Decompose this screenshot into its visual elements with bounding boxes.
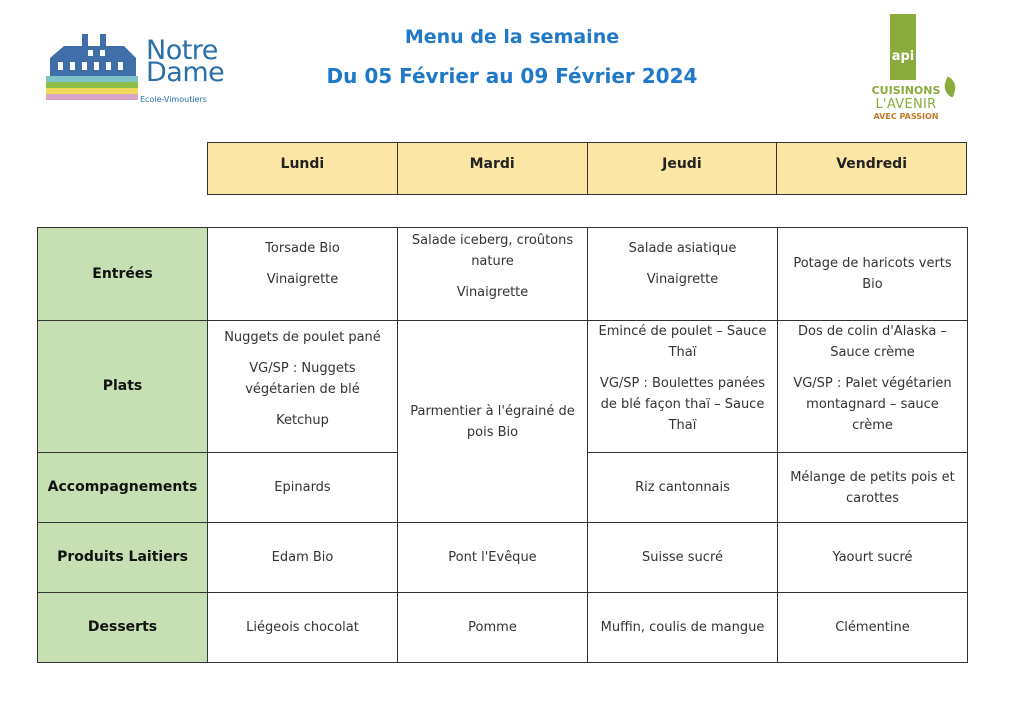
api-line3: AVEC PASSION xyxy=(873,112,939,121)
day-lundi: Lundi xyxy=(208,143,398,195)
row-produits-laitiers xyxy=(38,523,968,593)
page-subtitle: Du 05 Février au 09 Février 2024 xyxy=(326,64,698,88)
item: Ketchup xyxy=(276,413,329,428)
item: Emincé de poulet – Sauce Thaï xyxy=(598,324,767,360)
day-vendredi: Vendredi xyxy=(777,143,967,195)
item: Vinaigrette xyxy=(646,272,719,287)
day-jeudi: Jeudi xyxy=(587,143,777,195)
cell-accompagnements-vendredi: Mélange de petits pois et carottes xyxy=(778,453,968,523)
cell-desserts-vendredi: Clémentine xyxy=(778,593,968,663)
item: VG/SP : Boulettes panées de blé façon thaï – Sauce Thaï xyxy=(599,376,766,433)
category-plats: Plats xyxy=(38,321,208,453)
page-title: Menu de la semaine xyxy=(404,26,620,48)
api-line1: CUISINONS xyxy=(871,84,941,97)
item: Parmentier à l'égrainé de pois Bio xyxy=(410,403,575,440)
item: Salade asiatique xyxy=(628,241,737,256)
day-mardi: Mardi xyxy=(397,143,587,195)
school-name xyxy=(146,35,225,88)
api-line2: L'AVENIR xyxy=(875,97,937,112)
item: Dos de colin d'Alaska – Sauce crème xyxy=(798,324,947,360)
cell-plats-mardi xyxy=(398,321,588,523)
item: Torsade Bio xyxy=(265,241,340,256)
cell-laitiers-vendredi: Yaourt sucré xyxy=(778,523,968,593)
cell-desserts-mardi: Pomme xyxy=(398,593,588,663)
school-building-icon xyxy=(44,22,144,112)
cell-laitiers-lundi: Edam Bio xyxy=(208,523,398,593)
item: Vinaigrette xyxy=(456,285,529,300)
cell-entrees-lundi xyxy=(208,228,398,321)
cell-entrees-mardi xyxy=(398,228,588,321)
row-desserts xyxy=(38,593,968,663)
school-name-line1: Notre xyxy=(146,35,218,66)
cell-desserts-jeudi: Muffin, coulis de mangue xyxy=(588,593,778,663)
cell-laitiers-mardi: Pont l'Evêque xyxy=(398,523,588,593)
item: VG/SP : Nuggets végétarien de blé xyxy=(245,361,360,397)
cell-entrees-vendredi xyxy=(778,228,968,321)
cell-plats-lundi xyxy=(208,321,398,453)
item: Potage de haricots verts Bio xyxy=(793,256,952,292)
menu-table xyxy=(37,227,968,663)
item: VG/SP : Palet végétarien montagnard – sauce crème xyxy=(793,376,952,433)
school-logo xyxy=(44,22,225,112)
item: Salade iceberg, croûtons nature xyxy=(411,233,574,269)
category-accompagnements: Accompagnements xyxy=(38,453,208,523)
category-produits-laitiers: Produits Laitiers xyxy=(38,523,208,593)
cell-accompagnements-lundi: Epinards xyxy=(208,453,398,523)
api-logo xyxy=(858,14,968,124)
category-entrees: Entrées xyxy=(38,228,208,321)
cell-laitiers-jeudi: Suisse sucré xyxy=(588,523,778,593)
row-entrees xyxy=(38,228,968,321)
cell-plats-jeudi xyxy=(588,321,778,453)
school-tagline: Ecole-Vimoutiers xyxy=(140,95,207,104)
category-desserts: Desserts xyxy=(38,593,208,663)
school-name-line2: Dame xyxy=(146,57,225,88)
cell-accompagnements-jeudi: Riz cantonnais xyxy=(588,453,778,523)
cell-plats-vendredi xyxy=(778,321,968,453)
cell-desserts-lundi: Liégeois chocolat xyxy=(208,593,398,663)
api-badge: api xyxy=(890,14,916,80)
item: Nuggets de poulet pané xyxy=(224,330,381,345)
row-plats xyxy=(38,321,968,453)
item: Vinaigrette xyxy=(266,272,339,287)
cell-entrees-jeudi xyxy=(588,228,778,321)
day-header-table xyxy=(207,142,967,195)
